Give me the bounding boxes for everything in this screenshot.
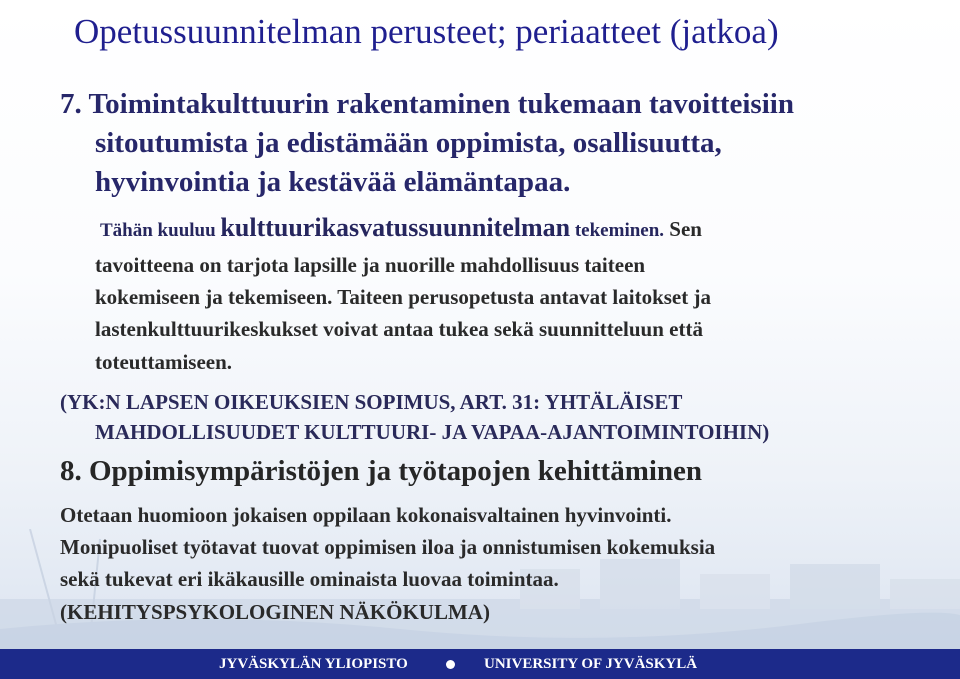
item7-line2: sitoutumista ja edistämään oppimista, osallisuutta, (95, 127, 722, 159)
item7-line1: 7. Toimintakulttuurin rakentaminen tukemaan tavoitteisiin (60, 88, 794, 120)
para-line4: lastenkulttuurikeskukset voivat antaa tukea sekä suunnitteluun että (95, 317, 703, 341)
item7-line3: hyvinvointia ja kestävää elämäntapaa. (95, 166, 571, 198)
para-line5: toteuttamiseen. (95, 350, 233, 374)
item8-line1: Otetaan huomioon jokaisen oppilaan kokonaisvaltainen hyvinvointi. (60, 503, 672, 527)
ref-line2: MAHDOLLISUUDET KULTTUURI- JA VAPAA-AJANTOIMINTOIHIN) (95, 420, 770, 444)
footer-left-text: JYVÄSKYLÄN YLIOPISTO (219, 656, 408, 672)
footer-bar (0, 649, 960, 679)
para-line1-d: Sen (664, 217, 702, 241)
footer-bullet-icon (446, 660, 455, 669)
item8-line4: (KEHITYSPSYKOLOGINEN NÄKÖKULMA) (60, 600, 490, 624)
item8-heading: 8. Oppimisympäristöjen ja työtapojen kehittäminen (60, 455, 703, 487)
para-line1 (100, 213, 702, 243)
para-line3 (95, 285, 711, 310)
slide-title: Opetussuunnitelman perusteet; periaatteet (jatkoa) (74, 12, 779, 51)
para-line1-a: Tähän kuuluu (100, 220, 221, 241)
footer-right-text: UNIVERSITY OF JYVÄSKYLÄ (484, 656, 698, 672)
item8-line2: Monipuoliset työtavat tuovat oppimisen iloa ja onnistumisen kokemuksia (60, 535, 716, 559)
para-line1-c: tekeminen. (570, 220, 665, 241)
item8-line3: sekä tukevat eri ikäkausille ominaista luovaa toimintaa. (60, 567, 559, 591)
para-keyword: kulttuurikasvatussuunnitelman (220, 213, 571, 242)
para-line3-a: kokemiseen ja tekemiseen. (95, 285, 333, 309)
ref-line1: (YK:N LAPSEN OIKEUKSIEN SOPIMUS, ART. 31: YHTÄLÄISET (60, 390, 683, 414)
para-line2: tavoitteena on tarjota lapsille ja nuorille mahdollisuus taiteen (95, 253, 646, 277)
para-line3-b: Taiteen perusopetusta antavat laitokset ja (332, 285, 711, 309)
